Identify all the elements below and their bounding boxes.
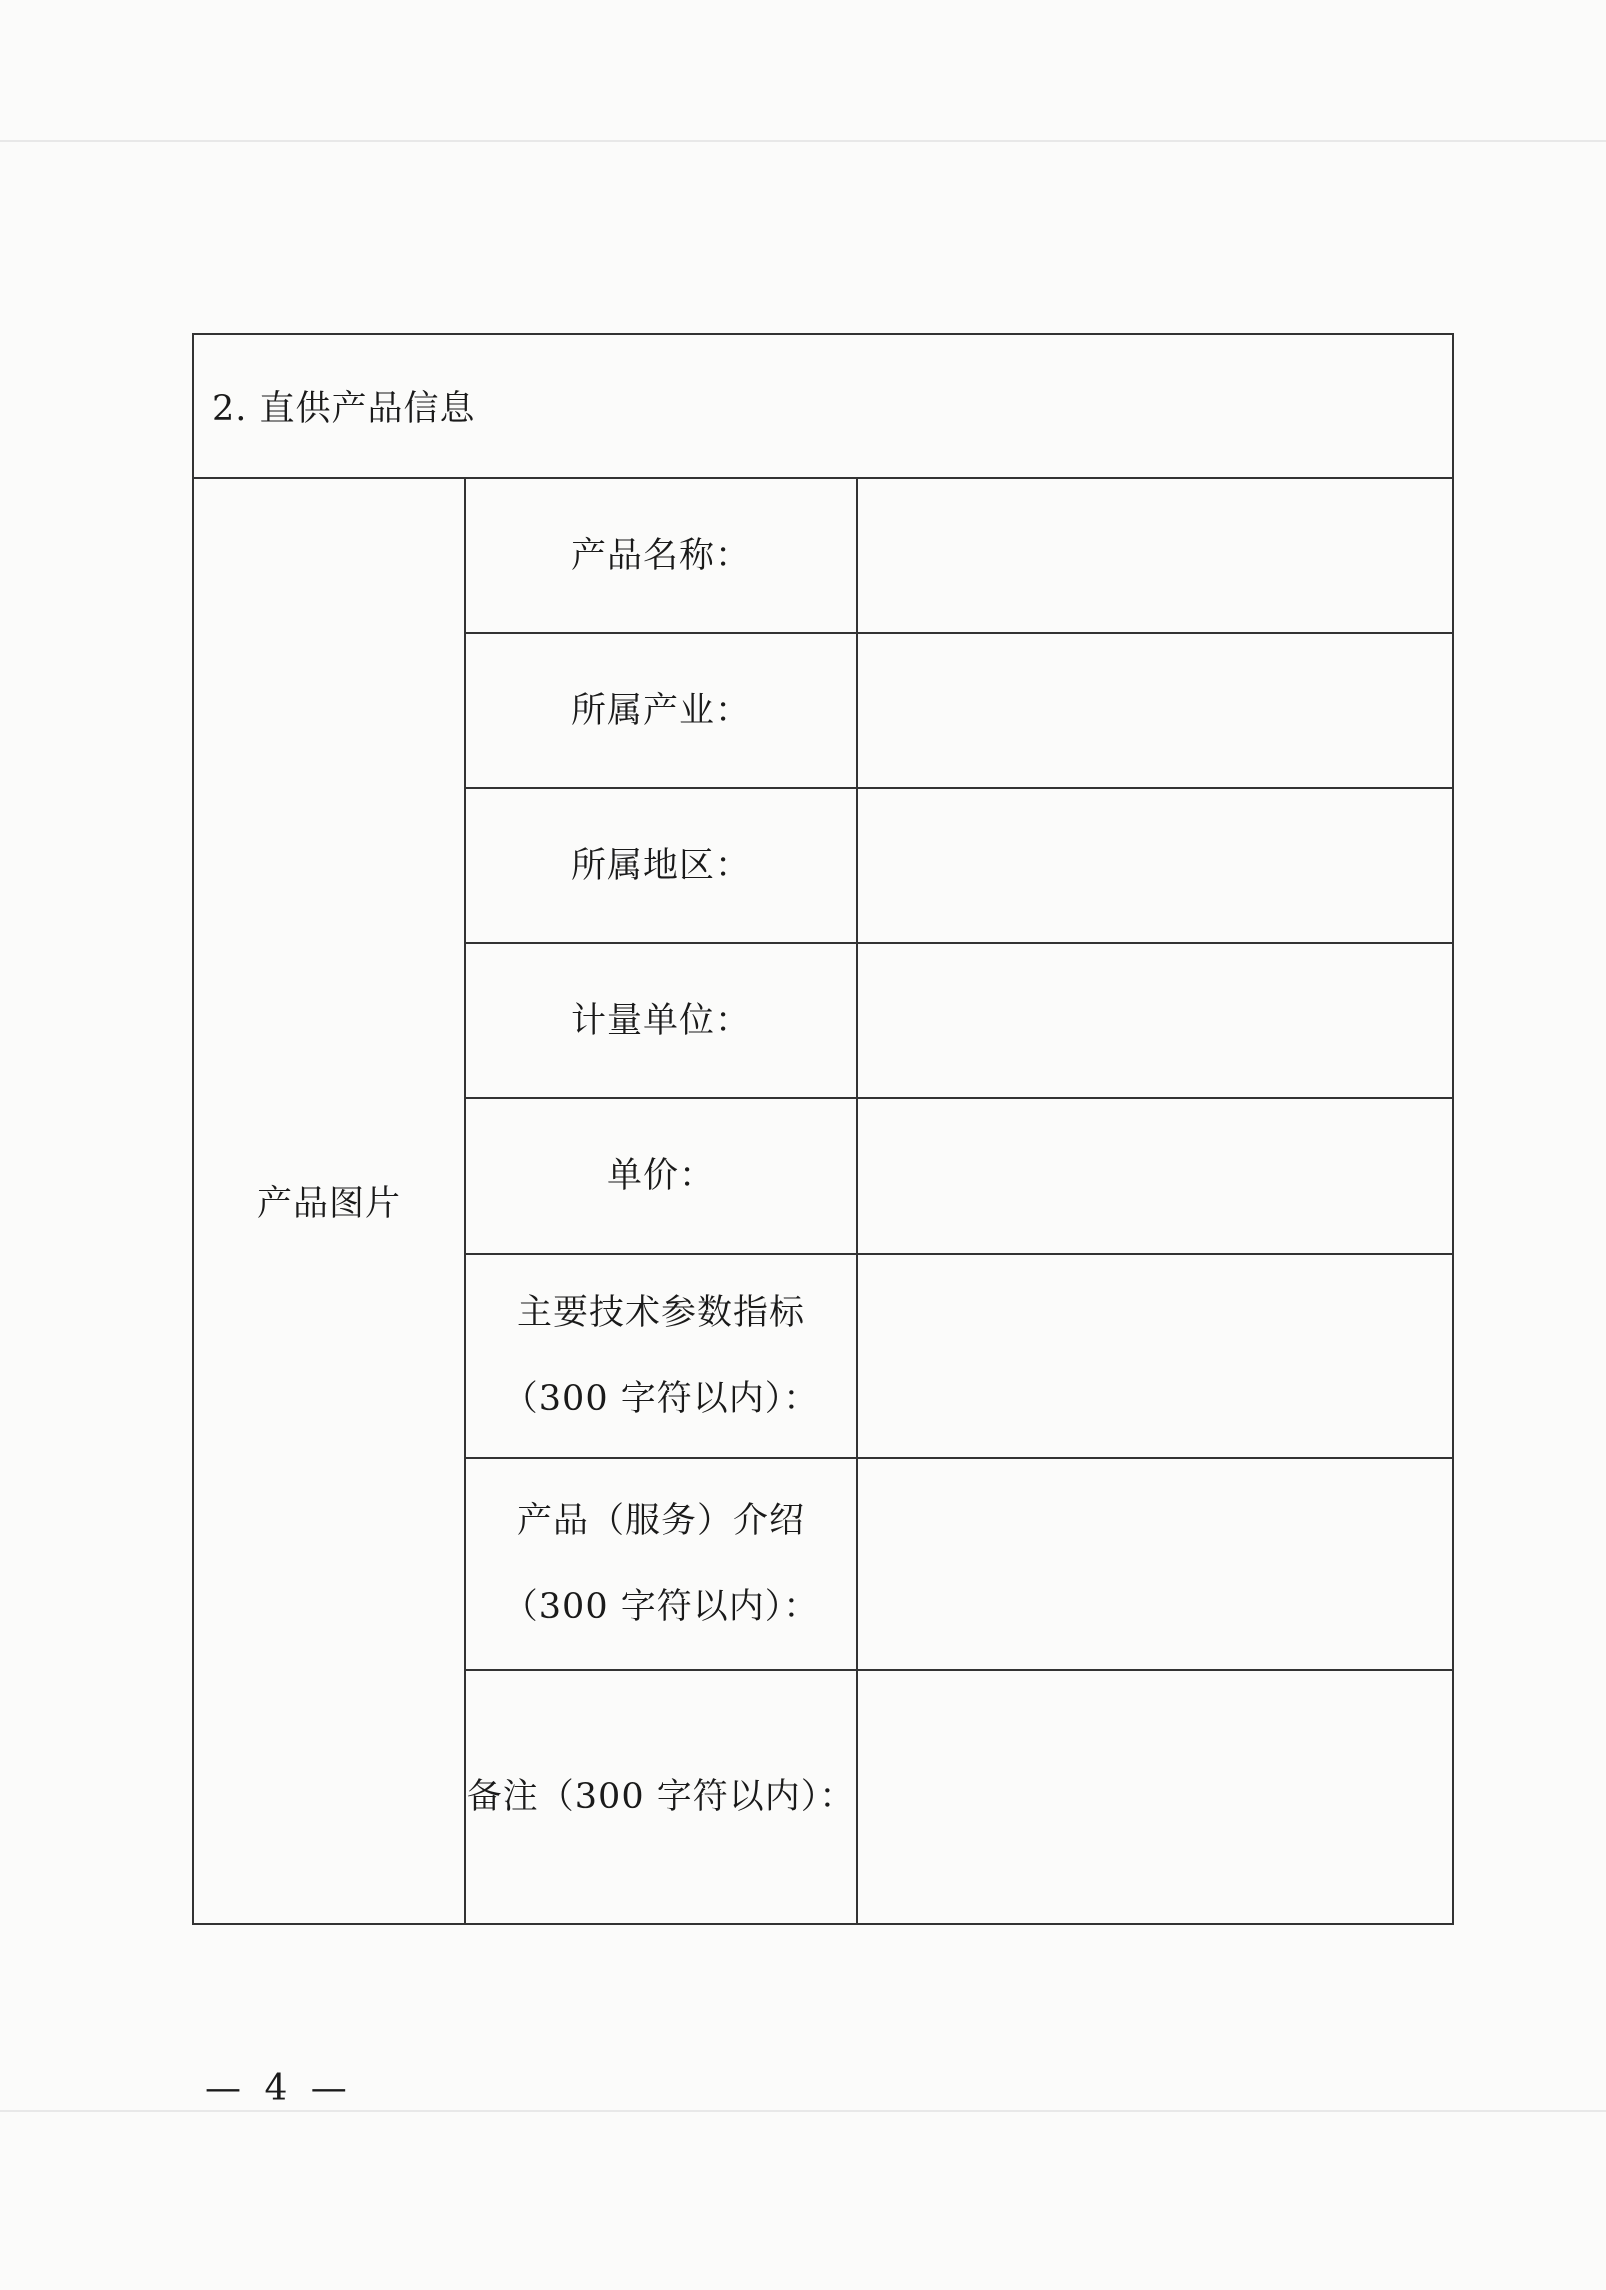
field-value-region[interactable] [857,788,1453,943]
field-label-industry: 所属产业： [465,633,857,788]
product-image-label: 产品图片 [256,1184,401,1224]
field-value-industry[interactable] [857,633,1453,788]
scan-artifact-line [0,140,1606,142]
scan-artifact-line [0,2110,1606,2112]
field-label-unit: 计量单位： [465,943,857,1098]
field-value-product-name[interactable] [857,478,1453,633]
field-label-unit-price: 单价： [465,1098,857,1254]
field-label-remarks: 备注（300 字符以内）： [465,1670,857,1924]
field-value-unit-price[interactable] [857,1098,1453,1254]
field-label-product-intro: 产品（服务）介绍 （300 字符以内）： [465,1458,857,1670]
field-value-remarks[interactable] [857,1670,1453,1924]
field-value-tech-params[interactable] [857,1254,1453,1458]
table-row [193,478,1453,633]
field-label-region: 所属地区： [465,788,857,943]
field-label-tech-params: 主要技术参数指标 （300 字符以内）： [465,1254,857,1458]
section-title: 2. 直供产品信息 [193,334,1453,478]
field-value-product-intro[interactable] [857,1458,1453,1670]
section-header-row [193,334,1453,478]
page-number: — 4 — [205,2068,353,2109]
field-value-unit[interactable] [857,943,1453,1098]
field-label-product-name: 产品名称： [465,478,857,633]
product-info-form-table [192,333,1454,1925]
product-image-cell[interactable] [193,478,465,1924]
